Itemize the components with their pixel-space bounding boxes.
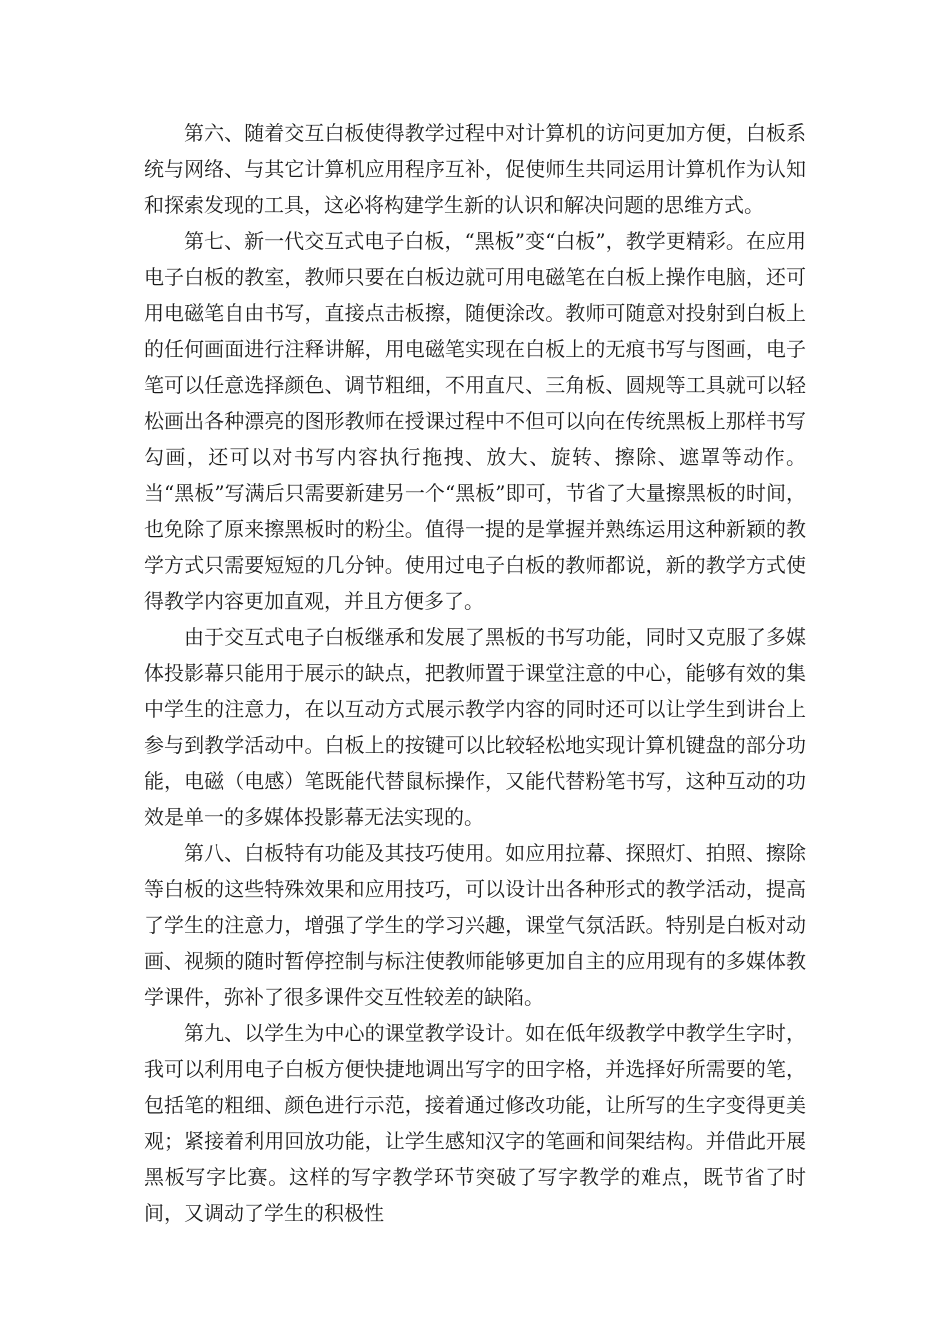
paragraph-whiteboard-advantages: 由于交互式电子白板继承和发展了黑板的书写功能，同时又克服了多媒体投影幕只能用于展示的缺点，把教师置于课堂注意的中心，能够有效的集中学生的注意力，在以互动方式展示教学内容的同时还可以让学生到讲台上参与到教学活动中。白板上的按键可以比较轻松地实现计算机键盘的部分功能，电磁（电感）笔既能代替鼠标操作，又能代替粉笔书写，这种互动的功效是单一的多媒体投影幕无法实现的。 <box>144 625 806 829</box>
paragraph-nine: 第九、以学生为中心的课堂教学设计。如在低年级教学中教学生字时，我可以利用电子白板方便快捷地调出写字的田字格，并选择好所需要的笔，包括笔的粗细、颜色进行示范，接着通过修改功能，让所写的生字变得更美观；紧接着利用回放功能，让学生感知汉字的笔画和间架结构。并借此开展黑板写字比赛。这样的写字教学环节突破了写字教学的难点，既节省了时间，又调动了学生的积极性 <box>144 1021 806 1225</box>
paragraph-seven: 第七、新一代交互式电子白板，“黑板”变“白板”，教学更精彩。在应用电子白板的教室，教师只要在白板边就可用电磁笔在白板上操作电脑，还可用电磁笔自由书写，直接点击板擦，随便涂改。教师可随意对投射到白板上的任何画面进行注释讲解，用电磁笔实现在白板上的无痕书写与图画，电子笔可以任意选择颜色、调节粗细，不用直尺、三角板、圆规等工具就可以轻松画出各种漂亮的图形教师在授课过程中不但可以向在传统黑板上那样书写勾画，还可以对书写内容执行拖拽、放大、旋转、擦除、遮罩等动作。当“黑板”写满后只需要新建另一个“黑板”即可，节省了大量擦黑板的时间，也免除了原来擦黑板时的粉尘。值得一提的是掌握并熟练运用这种新颖的教学方式只需要短短的几分钟。使用过电子白板的教师都说，新的教学方式使得教学内容更加直观，并且方便多了。 <box>144 229 806 613</box>
paragraph-eight: 第八、白板特有功能及其技巧使用。如应用拉幕、探照灯、拍照、擦除等白板的这些特殊效果和应用技巧，可以设计出各种形式的教学活动，提高了学生的注意力，增强了学生的学习兴趣，课堂气氛活跃。特别是白板对动画、视频的随时暂停控制与标注使教师能够更加自主的应用现有的多媒体教学课件，弥补了很多课件交互性较差的缺陷。 <box>144 841 806 1009</box>
paragraph-six: 第六、随着交互白板使得教学过程中对计算机的访问更加方便，白板系统与网络、与其它计算机应用程序互补，促使师生共同运用计算机作为认知和探索发现的工具，这必将构建学生新的认识和解决问题的思维方式。 <box>144 121 806 217</box>
document-body <box>144 115 806 1231</box>
